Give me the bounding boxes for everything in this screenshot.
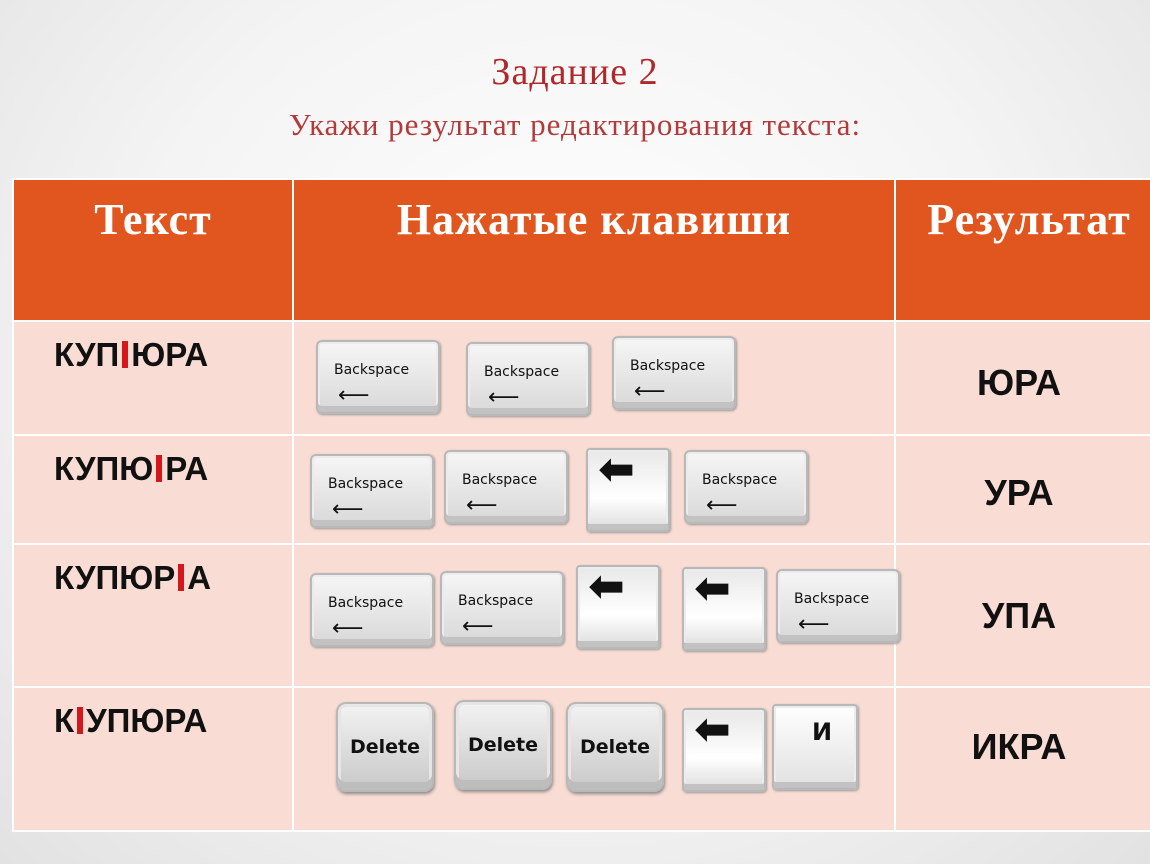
left-arrow-icon: ⬅ [598,444,635,495]
backspace-key: Backspace ⟵ [444,450,568,524]
source-word [14,322,292,374]
keys-cell [293,544,895,687]
header-row [13,179,1150,321]
backspace-key: Backspace ⟵ [612,336,736,410]
result-cell [895,435,1150,544]
backspace-key: Backspace ⟵ [776,569,900,643]
backspace-key: Backspace ⟵ [316,340,440,414]
backspace-key: Backspace ⟵ [310,573,434,647]
text-cursor [122,341,128,368]
text-cell [13,435,293,544]
task-title: Задание 2 [491,51,659,93]
word-after-cursor: УПЮРА [86,702,208,739]
result-cell [895,321,1150,435]
task-subtitle: Укажи результат редактирования текста: [288,107,862,142]
left-arrow-icon: ⬅ [694,563,731,614]
header-text: Текст [13,179,293,321]
delete-key: Delete [454,700,552,790]
backspace-arrow-icon: ⟵ [466,493,498,518]
result-word: УРА [984,472,1054,513]
result-cell [895,544,1150,687]
result-word: ЮРА [977,362,1061,403]
text-cell [13,321,293,435]
text-cursor [178,564,184,591]
left-arrow-icon: ⬅ [694,704,731,755]
word-before-cursor: КУПЮР [54,559,176,596]
backspace-arrow-icon: ⟵ [634,379,666,404]
word-before-cursor: КУПЮ [54,450,154,487]
source-word [14,545,292,597]
backspace-arrow-icon: ⟵ [488,385,520,410]
left-arrow-icon: ⬅ [588,561,625,612]
left-arrow-key [682,563,766,651]
backspace-arrow-icon: ⟵ [338,383,370,408]
backspace-arrow-icon: ⟵ [332,616,364,641]
keys-cell [293,687,895,831]
letter-i-key: И [772,704,858,790]
table-row [13,435,1150,544]
backspace-key: Backspace ⟵ [310,454,434,528]
text-cursor [77,707,83,734]
word-before-cursor: КУП [54,336,120,373]
text-cursor [156,455,162,482]
header-keys: Нажатые клавиши [293,179,895,321]
left-arrow-key [586,444,670,532]
left-arrow-key [576,561,660,649]
backspace-arrow-icon: ⟵ [706,493,738,518]
source-word [14,688,292,740]
text-cell [13,687,293,831]
result-word: ИКРА [971,726,1067,767]
backspace-arrow-icon: ⟵ [798,612,830,637]
word-after-cursor: РА [165,450,209,487]
backspace-arrow-icon: ⟵ [462,614,494,639]
left-arrow-key [682,704,766,792]
delete-key: Delete [336,702,434,792]
backspace-key: Backspace ⟵ [684,450,808,524]
word-before-cursor: К [54,702,75,739]
word-after-cursor: А [187,559,212,596]
header-result: Результат [895,179,1150,321]
word-after-cursor: ЮРА [131,336,209,373]
table-row [13,321,1150,435]
editing-table [12,178,1150,832]
backspace-arrow-icon: ⟵ [332,497,364,522]
table-row [13,687,1150,831]
text-cell [13,544,293,687]
table-row [13,544,1150,687]
backspace-key: Backspace ⟵ [466,342,590,416]
keys-cell [293,321,895,435]
backspace-key: Backspace ⟵ [440,571,564,645]
result-word: УПА [981,595,1057,636]
keys-cell [293,435,895,544]
source-word [14,436,292,488]
delete-key: Delete [566,702,664,792]
result-cell [895,687,1150,831]
